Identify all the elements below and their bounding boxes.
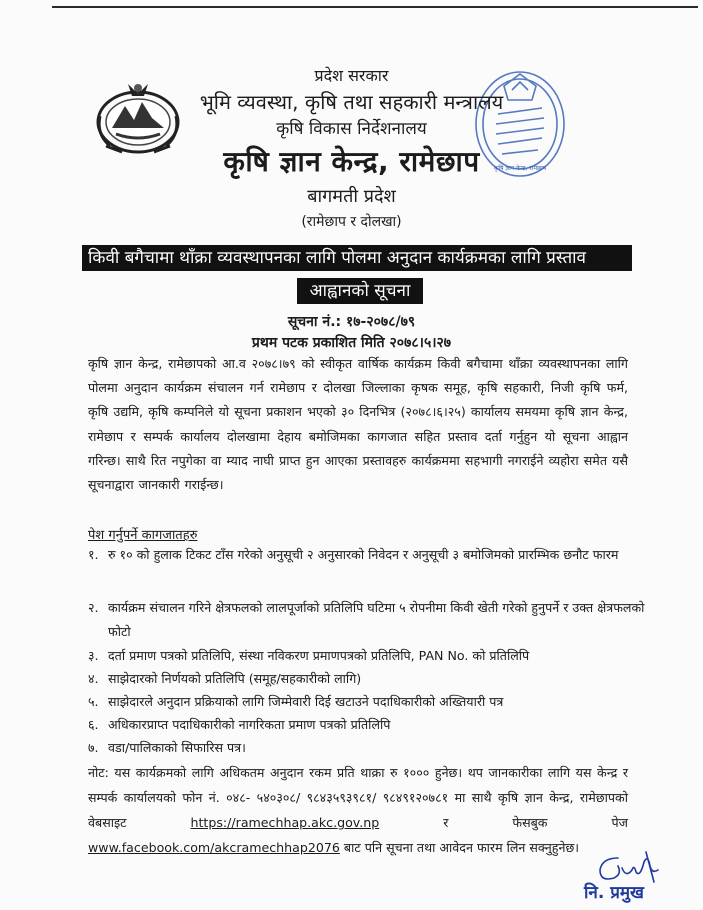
note-paragraph	[88, 760, 628, 860]
first-published-date: प्रथम पटक प्रकाशित मिति २०७८।५।२७	[251, 335, 452, 351]
list-item	[88, 644, 648, 667]
notice-body-paragraph: कृषि ज्ञान केन्द्र, रामेछापको आ.व २०७८।७९ को स्वीकृत वार्षिक कार्यक्रम किवी बगैचामा थाँक्रा व्यवस्थापनका लागि पोलमा अनुदान कार्यक्रम संचालन गर्न रामेछाप र दोलखा जिल्लाका कृषक समूह, कृषि सहकारी, निजी कृषि फर्म, कृषि उद्यमि, कृषि कम्पनिले यो सूचना प्रकाशन भएको ३० दिनभित्र (२०७८।६।२५) कार्यालय समयमा कृषि ज्ञान केन्द्र, रामेछाप र सम्पर्क कार्यालय दोलखामा देहाय बमोजिमका कागजात सहित प्रस्ताव दर्ता गर्नुहुन यो सूचना आह्वान गरिन्छ। साथै रित नपुगेका वा म्याद नाघी प्राप्त हुन आएका प्रस्तावहरु कार्यक्रममा सहभागी नगराईने व्यहोरा समेत यसै सूचनाद्वारा जानकारी गराईन्छ।	[88, 356, 628, 493]
notice-title-banner: किवी बगैचामा थाँक्रा व्यवस्थापनका लागि पोलमा अनुदान कार्यक्रमका लागि प्रस्ताव	[82, 245, 632, 271]
list-item-number: ५.	[88, 694, 99, 709]
website-link[interactable]: https://ramechhap.akc.gov.np	[190, 815, 380, 830]
notice-title-banner-line2: आह्वानको सूचना	[297, 278, 423, 304]
list-item-number: ७.	[88, 740, 99, 755]
list-item-number: १.	[88, 547, 99, 562]
list-item-number: ४.	[88, 671, 99, 686]
signatory-title: नि. प्रमुख	[584, 883, 644, 903]
header-directorate: कृषि विकास निर्देशनालय	[276, 119, 427, 139]
note-text-mid: र फेसबुक पेज	[443, 815, 628, 830]
list-item-text: दर्ता प्रमाण पत्रको प्रतिलिपि, संस्था नविकरण प्रमाणपत्रको प्रतिलिपि, PAN No. को प्रतिलिपि	[108, 648, 530, 663]
list-item	[88, 542, 648, 596]
note-text: नोट: यस कार्यक्रमको लागि अधिकतम अनुदान रकम प्रति थाक्रा रु १००० हुनेछ। थप जानकारीका लागि यस केन्द्र र सम्पर्क कार्यालयको फोन नं. ०४८- ५४०३०८/ ९८४३५९३९८१/ ९८४९१२०७८१ मा साथै कृषि ज्ञान केन्द्र, रामेछापको वेबसाइट	[88, 765, 628, 830]
list-item	[88, 667, 648, 690]
list-item-number: ६.	[88, 717, 99, 732]
list-item	[88, 596, 648, 644]
top-scan-border	[52, 6, 698, 8]
list-item-text: रु १० को हुलाक टिकट टाँस गरेको अनुसूची २ अनुसारको निवेदन र अनुसूची ३ बमोजिमको प्रारम्भिक छनौट फारम	[108, 547, 619, 562]
list-item-text: साझेदारले अनुदान प्रक्रियाको लागि जिम्मेवारी दिई खटाउने पदाधिकारीको अख्तियारी पत्र	[108, 694, 504, 709]
header-ministry: भूमि व्यवस्था, कृषि तथा सहकारी मन्त्रालय	[199, 90, 504, 114]
list-item-text: वडा/पालिकाको सिफारिस पत्र।	[108, 740, 246, 755]
header-province-government: प्रदेश सरकार	[314, 66, 389, 85]
header-office-name: कृषि ज्ञान केन्द्र, रामेछाप	[223, 145, 480, 178]
note-text-end: बाट पनि सूचना तथा आवेदन फारम लिन सक्नुहुनेछ।	[343, 840, 580, 855]
list-item	[88, 736, 648, 759]
documents-list	[88, 542, 648, 759]
documents-heading: पेश गर्नुपर्ने कागजातहरु	[88, 528, 198, 543]
stamp-text: कृषि ज्ञान केन्द्र, रामेछाप	[493, 165, 547, 172]
list-item-text: कार्यक्रम संचालन गरिने क्षेत्रफलको लालपूर्जाको प्रतिलिपि घटिमा ५ रोपनीमा किवी खेती गरेको हुनुपर्ने र उक्त क्षेत्रफलको फोटो	[108, 600, 645, 639]
list-item	[88, 690, 648, 713]
list-item-number: ३.	[88, 648, 99, 663]
header-province-name: बागमती प्रदेश	[307, 186, 396, 207]
list-item-text: अधिकारप्राप्त पदाधिकारीको नागरिकता प्रमाण पत्रको प्रतिलिपि	[108, 717, 391, 732]
list-item	[88, 713, 648, 736]
facebook-link[interactable]: www.facebook.com/akcramechhap2076	[88, 840, 340, 855]
notice-number: सूचना नं.: १७-२०७८/७९	[287, 314, 416, 330]
header-districts: (रामेछाप र दोलखा)	[301, 214, 402, 230]
list-item-number: २.	[88, 600, 99, 615]
list-item-text: साझेदारको निर्णयको प्रतिलिपि (समूह/सहकारीको लागि)	[108, 671, 362, 686]
